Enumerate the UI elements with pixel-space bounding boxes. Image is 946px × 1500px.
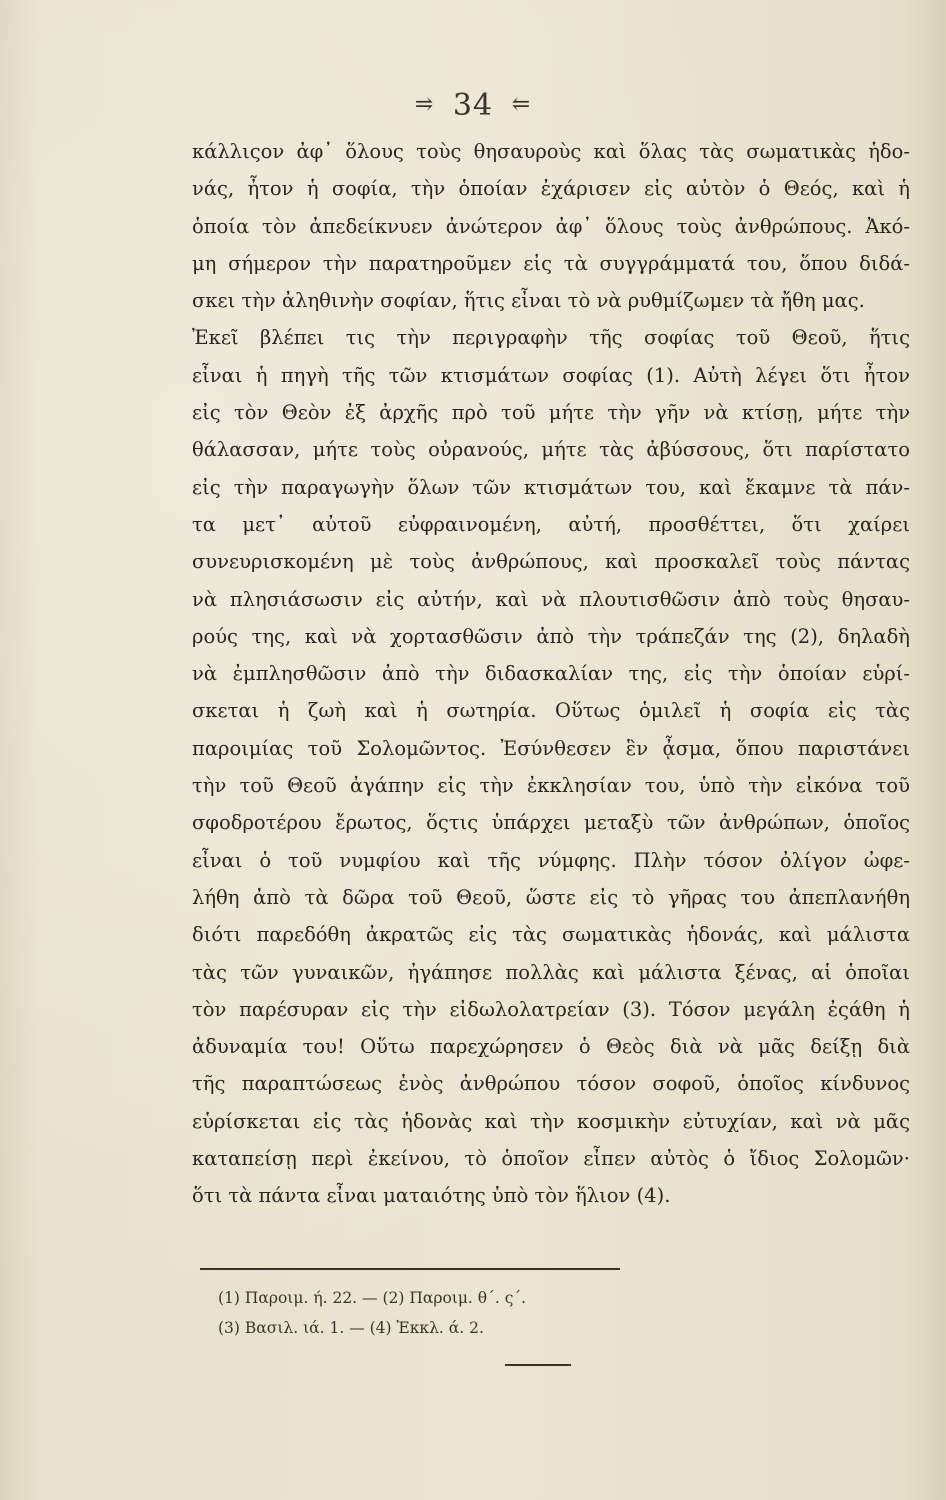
text-line: ἀδυναμία του! Οὕτω παρεχώρησεν ὁ Θεὸς διὰ νὰ μᾶς δείξῃ διὰ (192, 1035, 910, 1059)
ornament-right-icon: ⥢ (511, 91, 532, 117)
text-line: λήθη ἀπὸ τὰ δῶρα τοῦ Θεοῦ, ὥστε εἰς τὸ γῆρας του ἀπεπλανήθη (192, 885, 910, 909)
text-line: εἰς τὴν παραγωγὴν ὅλων τῶν κτισμάτων του, καὶ ἔκαμνε τὰ πάν- (192, 475, 910, 499)
text-line: ὁποία τὸν ἀπεδείκνυεν ἀνώτερον ἀφ᾽ ὅλους τοὺς ἀνθρώπους. Ἀκό- (192, 214, 910, 238)
text-line: συνευρισκομένη μὲ τοὺς ἀνθρώπους, καὶ προσκαλεῖ τοὺς πάντας (192, 550, 910, 574)
text-line: τὸν παρέσυραν εἰς τὴν εἰδωλολατρείαν (3). Τόσον μεγάλη ἐςάθη ἡ (192, 997, 910, 1021)
text-line: ρούς της, καὶ νὰ χορτασθῶσιν ἀπὸ τὴν τράπεζάν της (2), δηλαδὴ (192, 624, 910, 648)
text-line: καταπείσῃ περὶ ἐκείνου, τὸ ὁποῖον εἶπεν αὐτὸς ὁ ἴδιος Σολομῶν· (192, 1147, 910, 1171)
body-text (192, 133, 910, 1215)
text-line: τα μετ᾽ αὐτοῦ εὐφραινομένη, αὐτή, προσθέττει, ὅτι χαίρει (192, 512, 910, 536)
footnote-line: (3) Βασιλ. ιά. 1. — (4) Ἐκκλ. ά. 2. (218, 1319, 484, 1337)
text-line: κάλλιςον ἀφ᾽ ὅλους τοὺς θησαυροὺς καὶ ὅλας τὰς σωματικὰς ἡδο- (192, 140, 910, 163)
footnote-separator (200, 1268, 620, 1270)
text-line: νὰ πλησιάσωσιν εἰς αὐτήν, καὶ νὰ πλουτισθῶσιν ἀπὸ τοὺς θησαυ- (192, 587, 910, 611)
text-line: νάς, ἦτον ἡ σοφία, τὴν ὁποίαν ἐχάρισεν εἰς αὐτὸν ὁ Θεός, καὶ ἡ (192, 177, 910, 201)
footnote-line: (1) Παροιμ. ή. 22. — (2) Παροιμ. θ΄. ς΄. (218, 1289, 527, 1307)
ornament-left-icon: ⥤ (414, 91, 435, 117)
text-line: εἶναι ὁ τοῦ νυμφίου καὶ τῆς νύμφης. Πλὴν τόσον ὀλίγον ὠφε- (192, 848, 910, 872)
text-line: τὴν τοῦ Θεοῦ ἀγάπην εἰς τὴν ἐκκλησίαν του, ὑπὸ τὴν εἰκόνα τοῦ (192, 774, 910, 798)
text-line: μη σήμερον τὴν παρατηροῦμεν εἰς τὰ συγγράμματά του, ὅπου διδά- (192, 251, 910, 275)
text-line: σκει τὴν ἀληθινὴν σοφίαν, ἥτις εἶναι τὸ νὰ ρυθμίζωμεν τὰ ἤθη μας. (192, 289, 865, 313)
text-line: σκεται ἡ ζωὴ καὶ ἡ σωτηρία. Οὕτως ὁμιλεῖ ἡ σοφία εἰς τὰς (192, 699, 910, 723)
text-line: ὅτι τὰ πάντα εἶναι ματαιότης ὑπὸ τὸν ἥλιον (4). (192, 1184, 671, 1208)
footnotes (218, 1283, 526, 1343)
end-rule (505, 1364, 571, 1366)
text-line: νὰ ἐμπλησθῶσιν ἀπὸ τὴν διδασκαλίαν της, εἰς τὴν ὁποίαν εὑρί- (192, 662, 910, 686)
text-line: τὰς τῶν γυναικῶν, ἠγάπησε πολλὰς καὶ μάλιστα ξένας, αἱ ὁποῖαι (192, 960, 910, 984)
text-line: τῆς παραπτώσεως ἑνὸς ἀνθρώπου τόσον σοφοῦ, ὁποῖος κίνδυνος (192, 1072, 910, 1096)
text-line: διότι παρεδόθη ἀκρατῶς εἰς τὰς σωματικὰς ἡδονάς, καὶ μάλιστα (192, 923, 910, 947)
page-number: 34 (452, 88, 494, 123)
text-line: εἰς τὸν Θεὸν ἐξ ἀρχῆς πρὸ τοῦ μήτε τὴν γῆν νὰ κτίσῃ, μήτε τὴν (192, 401, 910, 425)
text-line: σφοδροτέρου ἔρωτος, ὅςτις ὑπάρχει μεταξὺ τῶν ἀνθρώπων, ὁποῖος (192, 811, 910, 835)
text-line: Ἐκεῖ βλέπει τις τὴν περιγραφὴν τῆς σοφίας τοῦ Θεοῦ, ἥτις (192, 326, 910, 350)
text-line: θάλασσαν, μήτε τοὺς οὐρανούς, μήτε τὰς ἀβύσσους, ὅτι παρίστατο (192, 438, 910, 462)
page-header (0, 88, 946, 123)
text-line: εὑρίσκεται εἰς τὰς ἡδονὰς καὶ τὴν κοσμικὴν εὐτυχίαν, καὶ νὰ μᾶς (192, 1109, 910, 1133)
text-line: παροιμίας τοῦ Σολομῶντος. Ἐσύνθεσεν ἓν ᾆσμα, ὅπου παριστάνει (192, 736, 910, 760)
text-line: εἶναι ἡ πηγὴ τῆς τῶν κτισμάτων σοφίας (1). Αὐτὴ λέγει ὅτι ἦτον (192, 363, 910, 387)
